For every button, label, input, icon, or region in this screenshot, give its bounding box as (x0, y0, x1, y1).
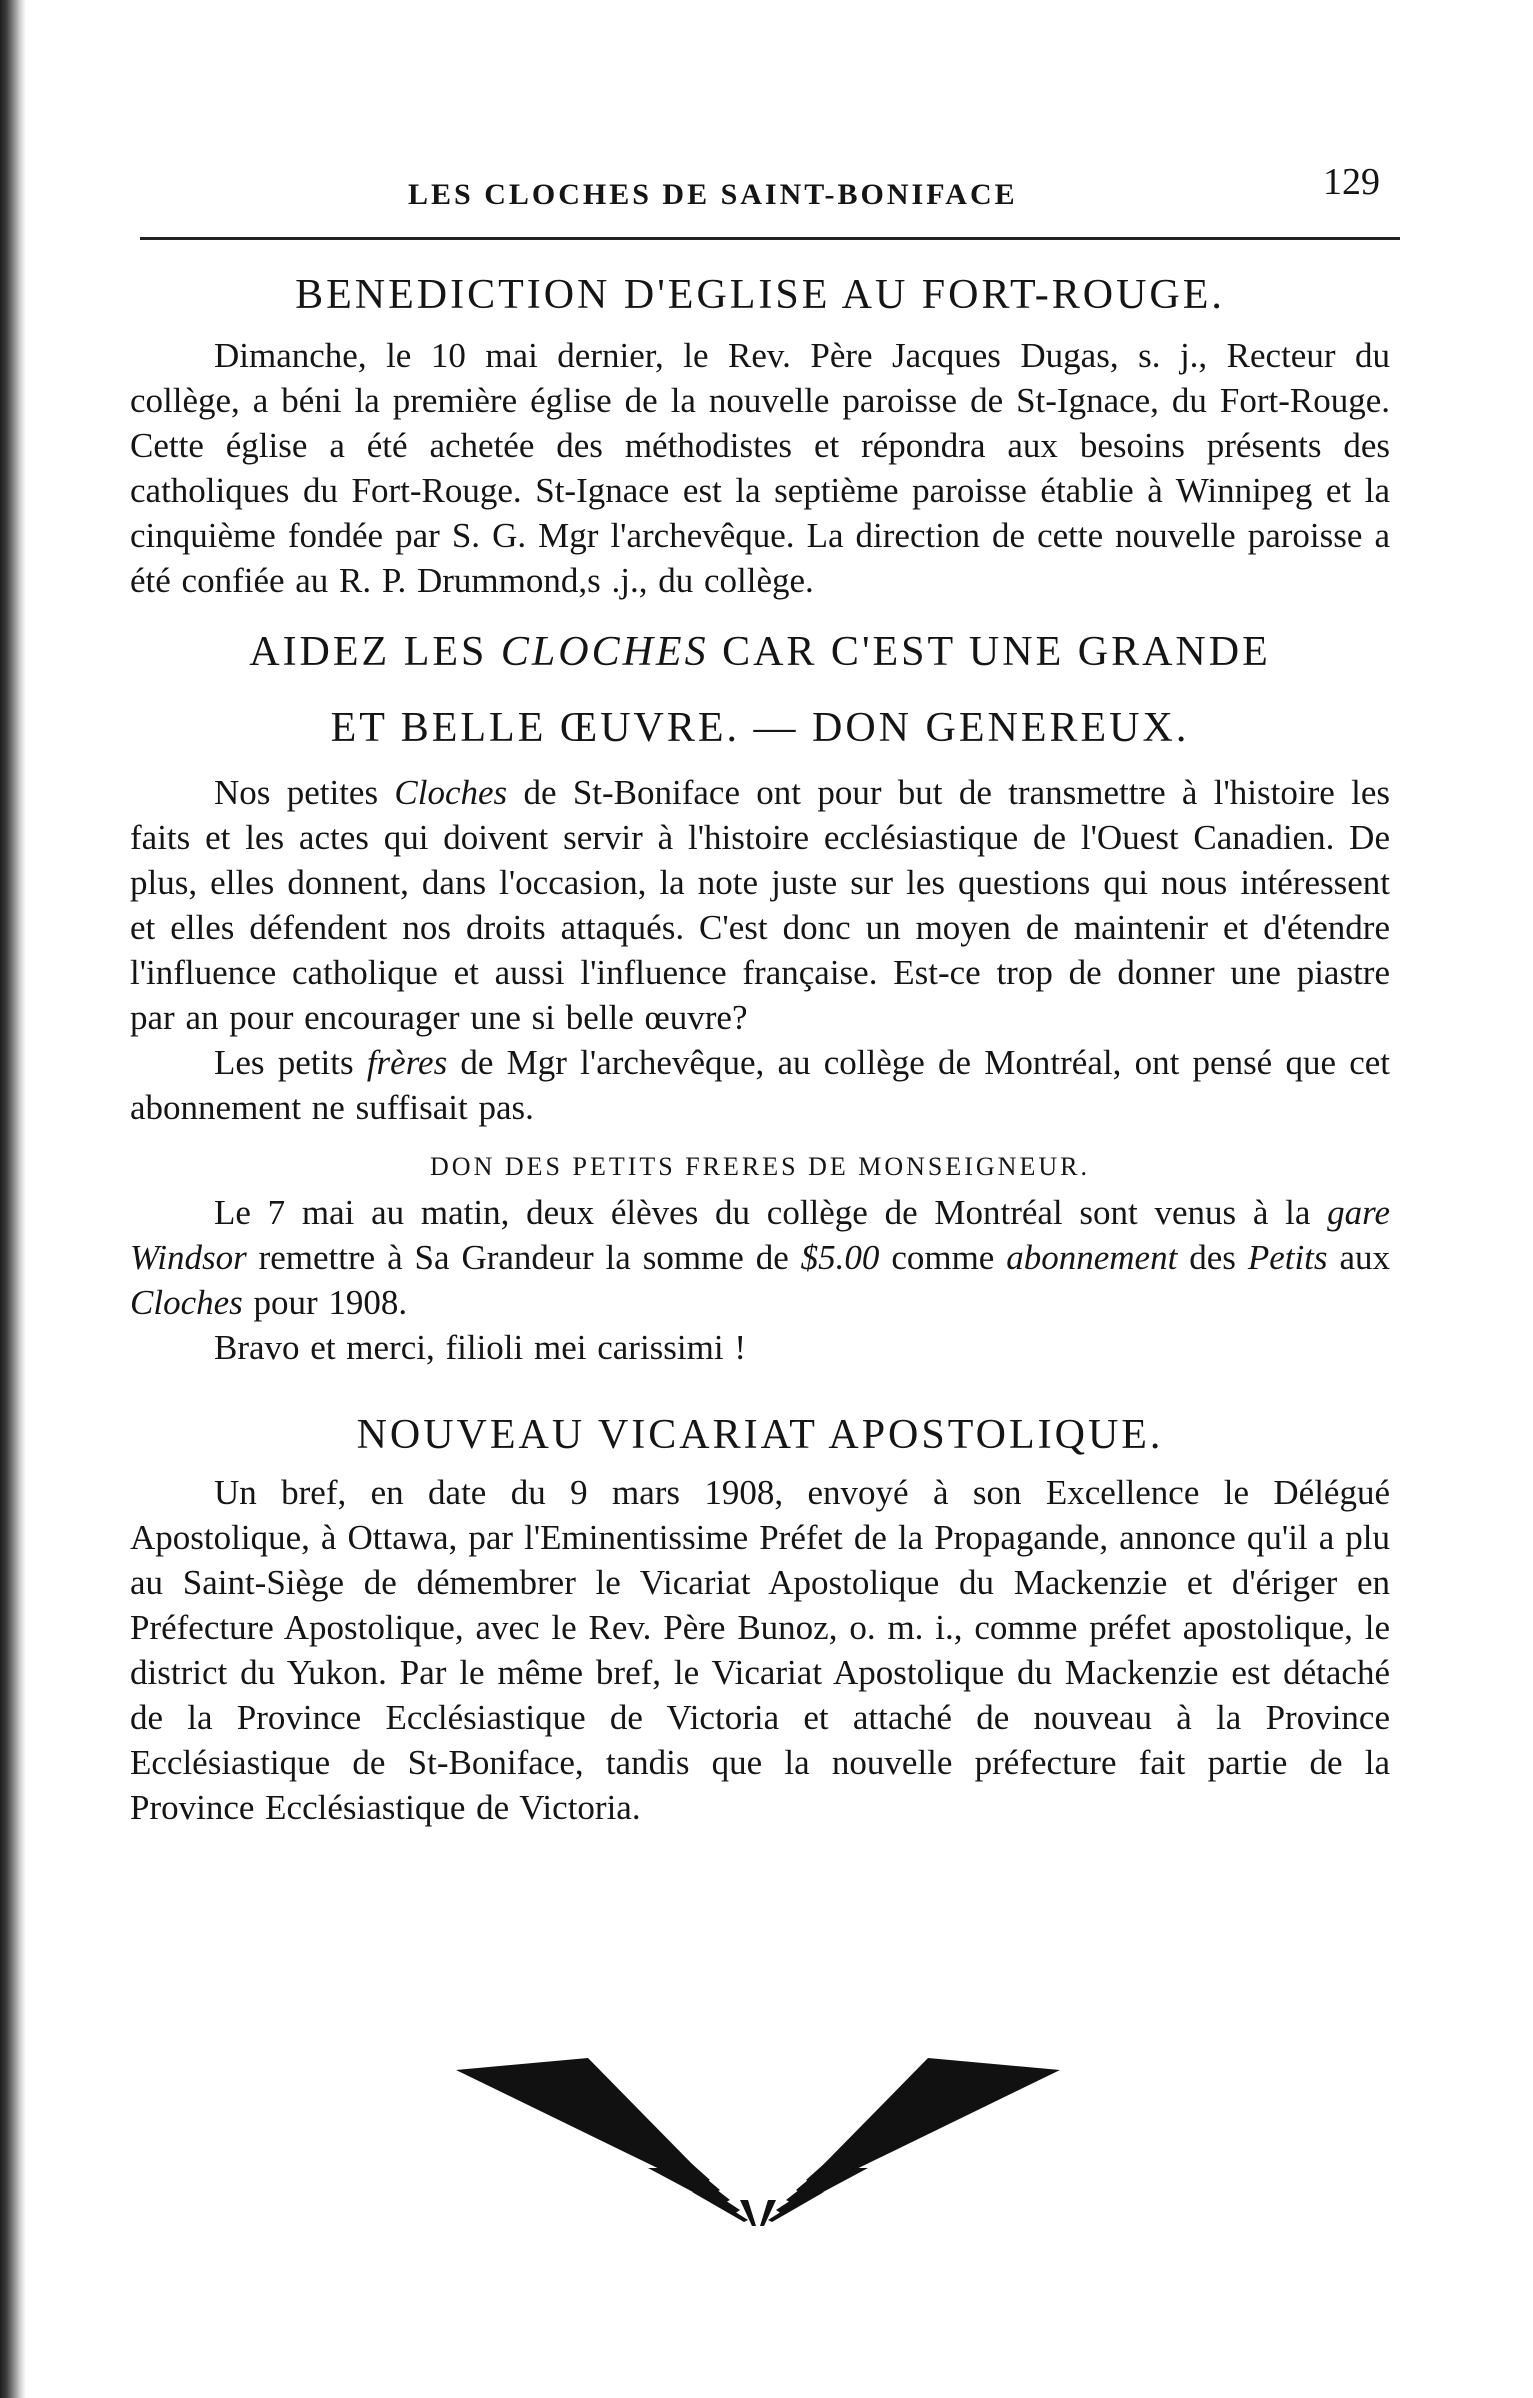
text-run: remettre à Sa Grandeur la somme de (246, 1237, 801, 1277)
paragraph-don (130, 1190, 1390, 1325)
text-run: de St-Boniface ont pour but de transmettre à l'histoire les faits et les actes qui doivent servir à l'histoire ecclésiastique de l'Ouest Canadien. De plus, elles donnent, dans l'occasion, la note juste sur les questions qui nous intéressent et elles défendent nos droits attaqués. C'est donc un moyen de maintenir et d'étendre l'influence catholique et aussi l'influence française. Est-ce trop de donner une piastre par an pour encourager une si belle œuvre? (130, 772, 1390, 1037)
title-italic: CLOCHES (500, 628, 709, 675)
page-binding-edge (0, 0, 26, 2398)
paragraph-petits-freres (130, 1040, 1390, 1130)
fan-ornament-icon (448, 2050, 1068, 2230)
text-run: des (1177, 1237, 1248, 1277)
italic-run: Petits (1247, 1237, 1328, 1277)
page-content (130, 250, 1390, 1830)
header-rule (140, 237, 1400, 240)
text-run: aux (1327, 1237, 1390, 1277)
text-run: Nos petites (214, 772, 395, 812)
section-title-vicariat: NOUVEAU VICARIAT APOSTOLIQUE. (356, 1411, 1164, 1458)
paragraph-cloches (130, 770, 1390, 1040)
text-run: pour 1908. (242, 1282, 408, 1322)
italic-run: Cloches (394, 772, 508, 812)
paragraph-benediction: Dimanche, le 10 mai dernier, le Rev. Père Jacques Dugas, s. j., Recteur du collège, a béni la première église de la nouvelle paroisse de St-Ignace, du Fort-Rouge. Cette église a été achetée des méthodistes et répondra aux besoins présents des catholiques du Fort-Rouge. St-Ignace est la septième paroisse établie à Winnipeg et la cinquième fondée par S. G. Mgr l'archevêque. La direction de cette nouvelle paroisse a été confiée au R. P. Drummond,s .j., du collège. (130, 335, 1390, 600)
title-text: AIDEZ LES (249, 628, 501, 675)
italic-run: gare Windsor (130, 1192, 1390, 1277)
italic-run: $5.00 (800, 1237, 880, 1277)
italic-run: abonnement (1006, 1237, 1178, 1277)
text-run: comme (879, 1237, 1007, 1277)
book-page (130, 150, 1405, 2350)
text-run: Les petits (214, 1042, 367, 1082)
paragraph-bravo: Bravo et merci, filioli mei carissimi ! (214, 1327, 746, 1367)
page-number: 129 (1323, 161, 1380, 203)
running-title: LES CLOCHES DE SAINT-BONIFACE (408, 178, 1018, 211)
text-run: de Mgr l'archevêque, au collège de Montréal, ont pensé que cet abonnement ne suffisait pas. (130, 1042, 1390, 1127)
italic-run: Cloches (130, 1282, 243, 1322)
text-run: Le 7 mai au matin, deux élèves du collège de Montréal sont venus à la (214, 1192, 1328, 1232)
subsection-title-don: DON DES PETITS FRERES DE MONSEIGNEUR. (430, 1151, 1090, 1181)
section-title-aidez-line1 (130, 625, 1390, 680)
title-text: CAR C'EST UNE GRANDE (708, 628, 1271, 675)
running-head (130, 150, 1390, 230)
section-title-benediction: BENEDICTION D'EGLISE AU FORT-ROUGE. (295, 272, 1225, 318)
italic-run: frères (366, 1042, 448, 1082)
paragraph-vicariat: Un bref, en date du 9 mars 1908, envoyé à son Excellence le Délégué Apostolique, à Ottawa, par l'Eminentissime Préfet de la Propagande, annonce qu'il a plu au Saint-Siège de démembrer le Vicariat Apostolique du Mackenzie et d'ériger en Préfecture Apostolique, avec le Rev. Père Bunoz, o. m. i., comme préfet apostolique, le district du Yukon. Par le même bref, le Vicariat Apostolique du Mackenzie est détaché de la Province Ecclésiastique de Victoria et attaché de nouveau à la Province Ecclésiastique de St-Boniface, tandis que la nouvelle préfecture fait partie de la Province Ecclésiastique de Victoria. (130, 1473, 1390, 1828)
section-title-aidez-line2: ET BELLE ŒUVRE. — DON GENEREUX. (330, 705, 1190, 752)
